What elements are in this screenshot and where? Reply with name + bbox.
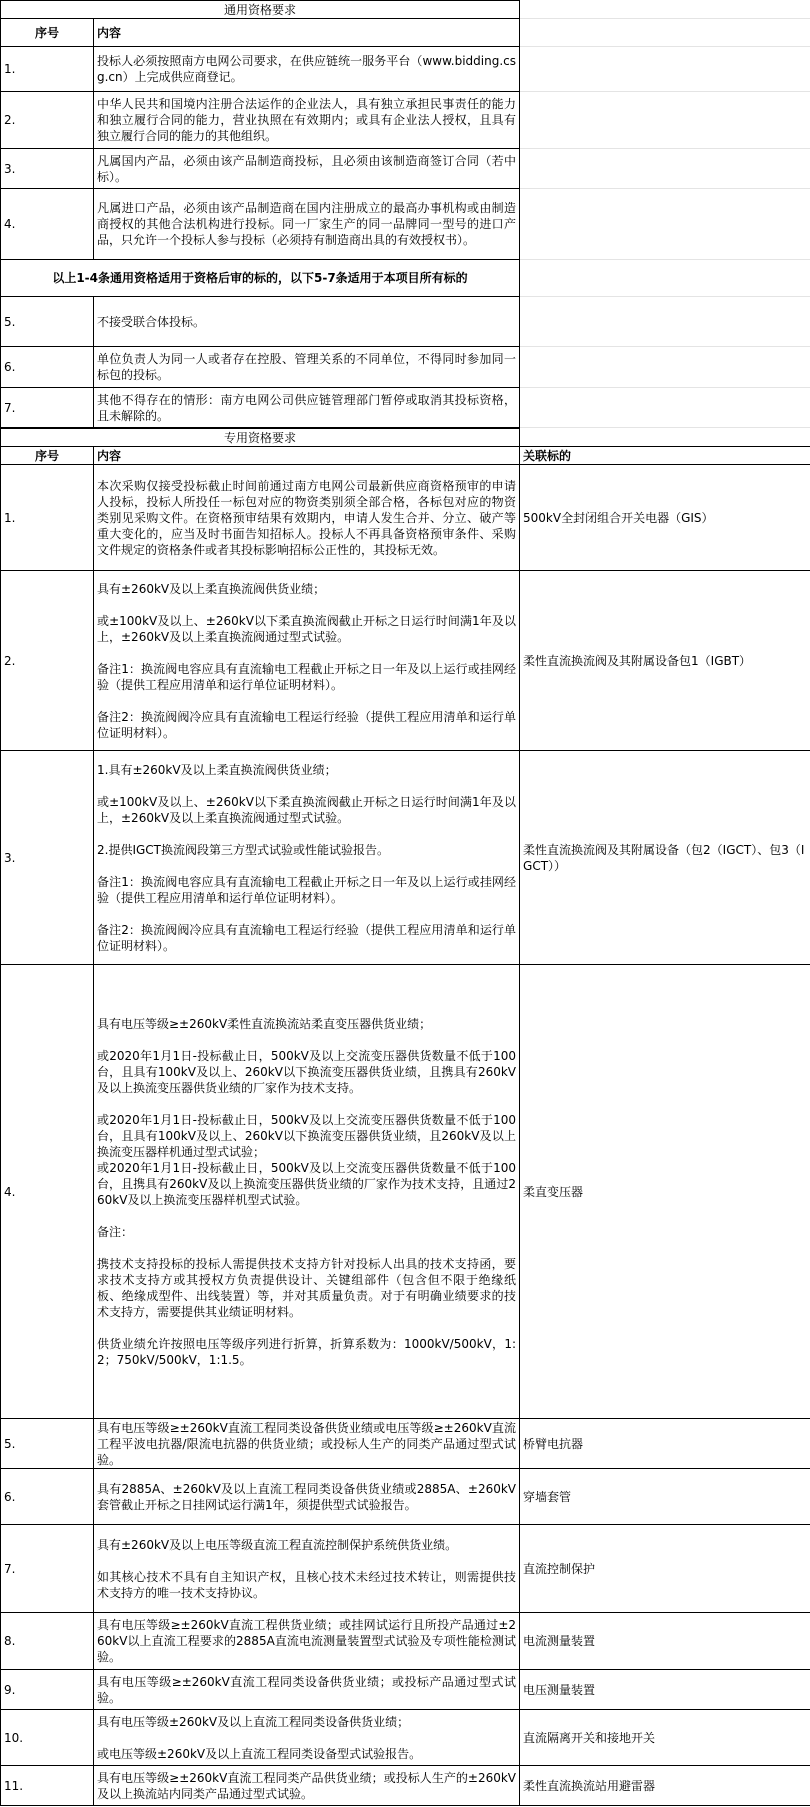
empty-cell xyxy=(520,149,810,189)
special-row-5-text: 具有电压等级≥±260kV直流工程同类设备供货业绩或电压等级≥±260kV直流工程平波电抗器/限流电抗器的供货业绩；或投标人生产的同类产品通过型式试验。 xyxy=(94,1419,520,1469)
special-row-11-no: 11. xyxy=(1,1766,94,1806)
special-row-4-no: 4. xyxy=(1,965,94,1419)
general-row-5-text: 不接受联合体投标。 xyxy=(94,297,520,347)
special-row-9-text: 具有电压等级≥±260kV直流工程同类设备供货业绩；或投标产品通过型式试验。 xyxy=(94,1670,520,1710)
general-row-1-text: 投标人必须按照南方电网公司要求，在供应链统一服务平台（www.bidding.csg.cn）上完成供应商登记。 xyxy=(94,47,520,92)
special-row-5-target: 桥臂电抗器 xyxy=(520,1419,810,1469)
special-row-2-no: 2. xyxy=(1,571,94,751)
special-row-1-target: 500kV全封闭组合开关电器（GIS） xyxy=(520,465,810,571)
general-header-no: 序号 xyxy=(1,19,94,47)
special-row-7-target: 直流控制保护 xyxy=(520,1525,810,1613)
special-row-6-target: 穿墙套管 xyxy=(520,1469,810,1525)
general-row-2-text: 中华人民共和国境内注册合法运作的企业法人，具有独立承担民事责任的能力和独立履行合同的能力，营业执照在有效期内；或具有企业法人授权，且具有独立履行合同的能力的其他组织。 xyxy=(94,92,520,149)
general-row-1-no: 1. xyxy=(1,47,94,92)
special-row-5-no: 5. xyxy=(1,1419,94,1469)
special-row-3-text: 1.具有±260kV及以上柔直换流阀供货业绩； 或±100kV及以上、±260kV以下柔直换流阀截止开标之日运行时间满1年及以上，±260kV及以上柔直换流阀通过型式试验。 2.提供IGCT换流阀段第三方型式试验或性能试验报告。 备注1：换流阀电容应具有直流输电工程截止开标之日一年及以上运行或挂网经验（提供工程应用清单和运行单位证明材料）。 备注2：换流阀阀冷应具有直流输电工程运行经验（提供工程应用清单和运行单位证明材料）。 xyxy=(94,751,520,965)
general-row-6-no: 6. xyxy=(1,347,94,388)
empty-cell xyxy=(520,347,810,388)
special-requirements-title: 专用资格要求 xyxy=(1,429,520,447)
special-row-2-target: 柔性直流换流阀及其附属设备包1（IGBT） xyxy=(520,571,810,751)
special-row-3-target: 柔性直流换流阀及其附属设备（包2（IGCT）、包3（IGCT）） xyxy=(520,751,810,965)
special-row-8-no: 8. xyxy=(1,1613,94,1670)
special-row-11-target: 柔性直流换流站用避雷器 xyxy=(520,1766,810,1806)
special-header-no: 序号 xyxy=(1,447,94,465)
general-requirements-title: 通用资格要求 xyxy=(1,1,520,19)
empty-cell xyxy=(520,429,810,447)
special-row-10-text: 具有电压等级±260kV及以上直流工程同类设备供货业绩； 或电压等级±260kV及以上直流工程同类设备型式试验报告。 xyxy=(94,1710,520,1766)
empty-cell xyxy=(520,260,810,297)
general-row-4-no: 4. xyxy=(1,189,94,260)
special-row-1-text: 本次采购仅接受投标截止时间前通过南方电网公司最新供应商资格预审的申请人投标，投标人所投任一标包对应的物资类别须全部合格，各标包对应的物资类别见采购文件。在资格预审结果有效期内，申请人发生合并、分立、破产等重大变化的，应当及时书面告知招标人。投标人不再具备资格预审条件、采购文件规定的资格条件或者其投标影响招标公正性的，其投标无效。 xyxy=(94,465,520,571)
empty-cell xyxy=(520,92,810,149)
special-row-9-target: 电压测量装置 xyxy=(520,1670,810,1710)
special-requirements-table xyxy=(0,428,810,1806)
special-row-6-no: 6. xyxy=(1,1469,94,1525)
special-row-7-text: 具有±260kV及以上电压等级直流工程直流控制保护系统供货业绩。 如其核心技术不具有自主知识产权，且核心技术未经过技术转让，则需提供技术支持方的唯一技术支持协议。 xyxy=(94,1525,520,1613)
special-row-10-no: 10. xyxy=(1,1710,94,1766)
special-header-content: 内容 xyxy=(94,447,520,465)
special-row-3-no: 3. xyxy=(1,751,94,965)
general-row-7-no: 7. xyxy=(1,388,94,428)
general-row-4-text: 凡属进口产品，必须由该产品制造商在国内注册成立的最高办事机构或由制造商授权的其他合法机构进行投标。同一厂家生产的同一品牌同一型号的进口产品，只允许一个投标人参与投标（必须持有制造商出具的有效授权书）。 xyxy=(94,189,520,260)
special-row-8-target: 电流测量装置 xyxy=(520,1613,810,1670)
special-row-4-text: 具有电压等级≥±260kV柔性直流换流站柔直变压器供货业绩； 或2020年1月1日-投标截止日，500kV及以上交流变压器供货数量不低于100台，且具有100kV及以上、260kV以下换流变压器供货业绩，且携具有260kV及以上换流变压器供货业绩的厂家作为技术支持。 或2020年1月1日-投标截止日，500kV及以上交流变压器供货数量不低于100台，且具有100kV及以上、260kV以下换流变压器供货业绩，且260kV及以上换流变压器样机通过型式试验； 或2020年1月1日-投标截止日，500kV及以上交流变压器供货数量不低于100台，且携具有260kV及以上换流变压器供货业绩的厂家作为技术支持，且通过260kV及以上换流变压器样机型式试验。 备注： 携技术支持投标的投标人需提供技术支持方针对投标人出具的技术支持函，要求技术支持方或其授权方负责提供设计、关键组部件（包含但不限于绝缘纸板、绝缘成型件、出线装置）等，并对其质量负责。对于有明确业绩要求的技术支持方，需要提供其业绩证明材料。 供货业绩允许按照电压等级序列进行折算，折算系数为：1000kV/500kV，1:2；750kV/500kV，1:1.5。 xyxy=(94,965,520,1419)
empty-cell xyxy=(520,297,810,347)
general-requirements-table xyxy=(0,0,810,428)
general-row-3-no: 3. xyxy=(1,149,94,189)
special-row-2-text: 具有±260kV及以上柔直换流阀供货业绩； 或±100kV及以上、±260kV以下柔直换流阀截止开标之日运行时间满1年及以上，±260kV及以上柔直换流阀通过型式试验。 备注1：换流阀电容应具有直流输电工程截止开标之日一年及以上运行或挂网经验（提供工程应用清单和运行单位证明材料）。 备注2：换流阀阀冷应具有直流输电工程运行经验（提供工程应用清单和运行单位证明材料）。 xyxy=(94,571,520,751)
general-row-3-text: 凡属国内产品，必须由该产品制造商投标，且必须由该制造商签订合同（若中标）。 xyxy=(94,149,520,189)
special-row-6-text: 具有2885A、±260kV及以上直流工程同类设备供货业绩或2885A、±260kV套管截止开标之日挂网试运行满1年，须提供型式试验报告。 xyxy=(94,1469,520,1525)
general-row-7-text: 其他不得存在的情形：南方电网公司供应链管理部门暂停或取消其投标资格，且未解除的。 xyxy=(94,388,520,428)
empty-cell xyxy=(520,189,810,260)
special-row-1-no: 1. xyxy=(1,465,94,571)
special-row-8-text: 具有电压等级≥±260kV直流工程供货业绩；或挂网试运行且所投产品通过±260kV以上直流工程要求的2885A直流电流测量装置型式试验及专项性能检测试验。 xyxy=(94,1613,520,1670)
special-row-10-target: 直流隔离开关和接地开关 xyxy=(520,1710,810,1766)
special-header-target: 关联标的 xyxy=(520,447,810,465)
general-applicability-note: 以上1-4条通用资格适用于资格后审的标的，以下5-7条适用于本项目所有标的 xyxy=(1,260,520,297)
empty-cell xyxy=(520,388,810,428)
special-row-11-text: 具有电压等级≥±260kV直流工程同类产品供货业绩；或投标人生产的±260kV及以上换流站内同类产品通过型式试验。 xyxy=(94,1766,520,1806)
special-row-7-no: 7. xyxy=(1,1525,94,1613)
special-row-9-no: 9. xyxy=(1,1670,94,1710)
general-row-2-no: 2. xyxy=(1,92,94,149)
empty-cell xyxy=(520,19,810,47)
general-row-5-no: 5. xyxy=(1,297,94,347)
special-row-4-target: 柔直变压器 xyxy=(520,965,810,1419)
empty-cell xyxy=(520,1,810,19)
general-row-6-text: 单位负责人为同一人或者存在控股、管理关系的不同单位，不得同时参加同一标包的投标。 xyxy=(94,347,520,388)
general-header-content: 内容 xyxy=(94,19,520,47)
empty-cell xyxy=(520,47,810,92)
